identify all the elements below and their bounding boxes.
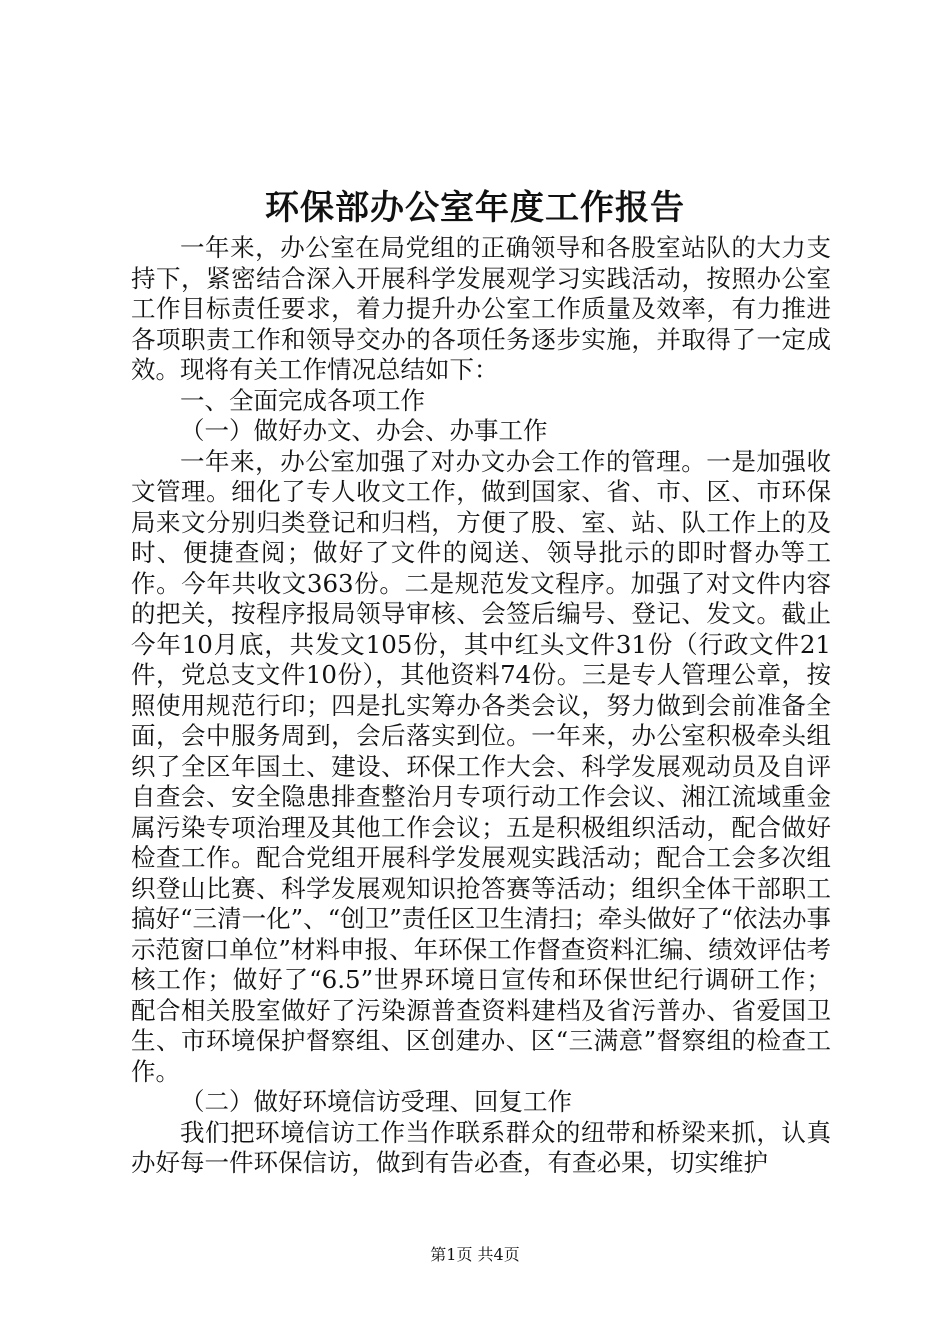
document-body (131, 233, 831, 1179)
subsection-heading-1: （一）做好办文、办会、办事工作 (180, 416, 548, 445)
section-heading-1: 一、全面完成各项工作 (180, 385, 425, 415)
paragraph-intro: 一年来，办公室在局党组的正确领导和各股室站队的大力支持下，紧密结合深入开展科学发展观学习实践活动，按照办公室工作目标责任要求，着力提升办公室工作质量及效率，有力推进各项职责工作和领导交办的各项任务逐步实施，并取得了一定成效。现将有关工作情况总结如下： (131, 233, 831, 384)
page-footer: 第1页 共4页 (430, 1245, 520, 1264)
paragraph-office-work: 一年来，办公室加强了对办文办会工作的管理。一是加强收文管理。细化了专人收文工作，做到国家、省、市、区、市环保局来文分别归类登记和归档，方便了股、室、站、队工作上的及时、便捷查阅；做好了文件的阅送、领导批示的即时督办等工作。今年共收文363份。二是规范发文程序。加强了对文件内容的把关，按程序报局领导审核、会签后编号、登记、发文。截止今年10月底，共发文105份，其中红头文件31份（行政文件21件，党总支文件10份），其他资料74份。三是专人管理公章，按照使用规范行印；四是扎实筹办各类会议，努力做到会前准备全面，会中服务周到，会后落实到位。一年来，办公室积极牵头组织了全区年国土、建设、环保工作大会、科学发展观动员及自评自查会、安全隐患排查整治月专项行动工作会议、湘江流域重金属污染专项治理及其他工作会议；五是积极组织活动，配合做好检查工作。配合党组开展科学发展观实践活动；配合工会多次组织登山比赛、科学发展观知识抢答赛等活动；组织全体干部职工搞好“三清一化”、“创卫”责任区卫生清扫；牵头做好了“依法办事示范窗口单位”材料申报、年环保工作督查资料汇编、绩效评估考核工作；做好了“6.5”世界环境日宣传和环保世纪行调研工作；配合相关股室做好了污染源普查资料建档及省污普办、省爱国卫生、市环境保护督察组、区创建办、区“三满意”督察组的检查工作。 (131, 446, 831, 1086)
paragraph-petition-work: 我们把环境信访工作当作联系群众的纽带和桥梁来抓，认真办好每一件环保信访，做到有告必查，有查必果，切实维护 (131, 1117, 831, 1177)
document-title: 环保部办公室年度工作报告 (265, 188, 685, 228)
subsection-heading-2: （二）做好环境信访受理、回复工作 (180, 1087, 572, 1116)
